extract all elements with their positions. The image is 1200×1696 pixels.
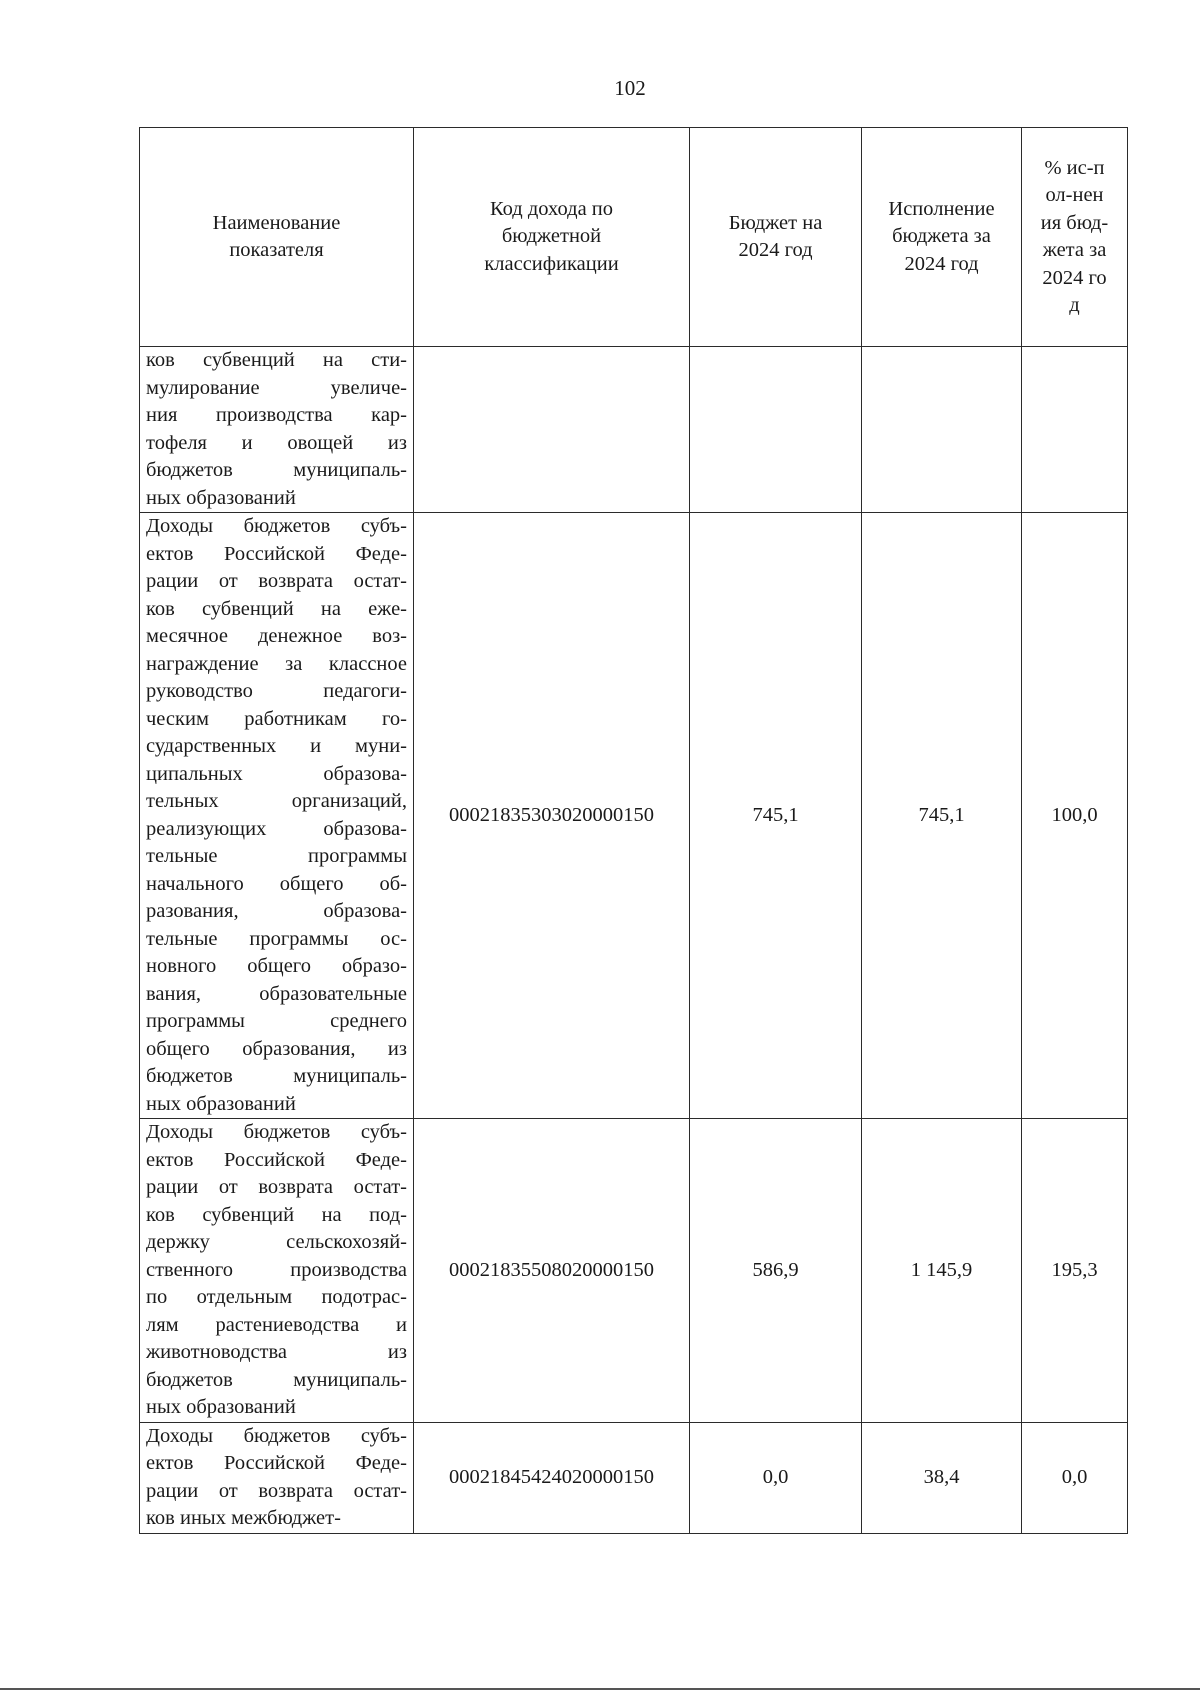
footer-rule [0,1688,1200,1690]
row-name-line: ния производства кар- [146,404,407,426]
row-code-cell: 00021845424020000150 [414,1422,690,1533]
row-name-line: месячное денежное воз- [146,625,407,647]
row-execution-cell [862,347,1022,513]
row-percent-cell: 195,3 [1022,1119,1128,1423]
row-name-line: ческим работникам го- [146,707,407,730]
row-name-cell [140,1119,414,1423]
row-budget-cell: 745,1 [690,513,862,1119]
row-name-line: бюджетов муниципаль- [146,1065,407,1087]
row-name-cell [140,1422,414,1533]
row-name-line: ектов Российской Феде- [146,542,407,565]
row-name-line: начального общего об- [146,872,407,895]
table-header-row [140,128,1128,347]
row-name-cell [140,513,414,1119]
row-name-line: вания, образовательные [146,982,407,1005]
row-name-line: рации от возврата остат- [146,570,407,592]
row-name-line: Доходы бюджетов субъ- [146,515,407,537]
row-budget-cell [690,347,862,513]
budget-execution-table [139,127,1128,1534]
row-name-line: ципальных образова- [146,762,407,785]
row-name-line: Доходы бюджетов субъ- [146,1121,407,1143]
row-percent-cell: 0,0 [1022,1422,1128,1533]
header-name: Наименование показателя [140,128,414,347]
row-name-line: руководство педагоги- [146,680,407,702]
row-percent-cell: 100,0 [1022,513,1128,1119]
row-budget-cell: 586,9 [690,1119,862,1423]
row-name-line: реализующих образова- [146,817,407,840]
row-name-line: ков субвенций на еже- [146,597,407,620]
row-name-line: программы среднего [146,1010,407,1032]
row-name-cell [140,347,414,513]
header-execution: Исполнение бюджета за 2024 год [862,128,1022,347]
row-name-line: рации от возврата остат- [146,1479,407,1502]
row-name-line: ных образований [146,486,296,509]
header-code: Код дохода по бюджетной классификации [414,128,690,347]
table-row [140,347,1128,513]
row-name-line: бюджетов муниципаль- [146,459,407,481]
row-name-line: по отдельным подотрас- [146,1286,407,1308]
header-percent: % ис-пол-нения бюд-жета за 2024 год [1022,128,1128,347]
row-code-cell: 00021835508020000150 [414,1119,690,1423]
table-row [140,513,1128,1119]
row-name-line: мулирование увеличе- [146,376,407,399]
row-name-line: животноводства из [146,1341,407,1363]
row-percent-cell [1022,347,1128,513]
row-budget-cell: 0,0 [690,1422,862,1533]
row-name-line: бюджетов муниципаль- [146,1368,407,1391]
row-name-line: ных образований [146,1396,296,1418]
row-code-cell [414,347,690,513]
row-name-line: ков субвенций на сти- [146,349,407,371]
row-name-line: сударственных и муни- [146,735,407,757]
row-name-line: лям растениеводства и [146,1313,407,1336]
header-budget: Бюджет на 2024 год [690,128,862,347]
row-name-line: новного общего образо- [146,955,407,977]
row-name-line: тельные программы [146,845,407,867]
row-code-cell: 00021835303020000150 [414,513,690,1119]
table-body [140,347,1128,1534]
row-execution-cell: 38,4 [862,1422,1022,1533]
row-name-line: ектов Российской Феде- [146,1452,407,1474]
row-name-line: тофеля и овощей из [146,431,407,454]
row-name-line: держку сельскохозяй- [146,1231,407,1253]
table-row [140,1119,1128,1423]
row-name-line: рации от возврата остат- [146,1176,407,1198]
page-number: 102 [614,76,646,100]
row-name-line: ков иных межбюджет- [146,1507,341,1529]
row-execution-cell: 1 145,9 [862,1119,1022,1423]
row-name-line: тельных организаций, [146,790,407,812]
row-name-line: ков субвенций на под- [146,1203,407,1226]
row-name-line: награждение за классное [146,652,407,675]
row-name-line: Доходы бюджетов субъ- [146,1424,407,1447]
row-name-line: ственного производства [146,1258,407,1281]
table-row [140,1422,1128,1533]
row-name-line: ектов Российской Феде- [146,1148,407,1171]
row-name-line: общего образования, из [146,1037,407,1060]
row-name-line: тельные программы ос- [146,927,407,950]
row-name-line: ных образований [146,1092,296,1115]
row-name-line: разования, образова- [146,900,407,922]
row-execution-cell: 745,1 [862,513,1022,1119]
